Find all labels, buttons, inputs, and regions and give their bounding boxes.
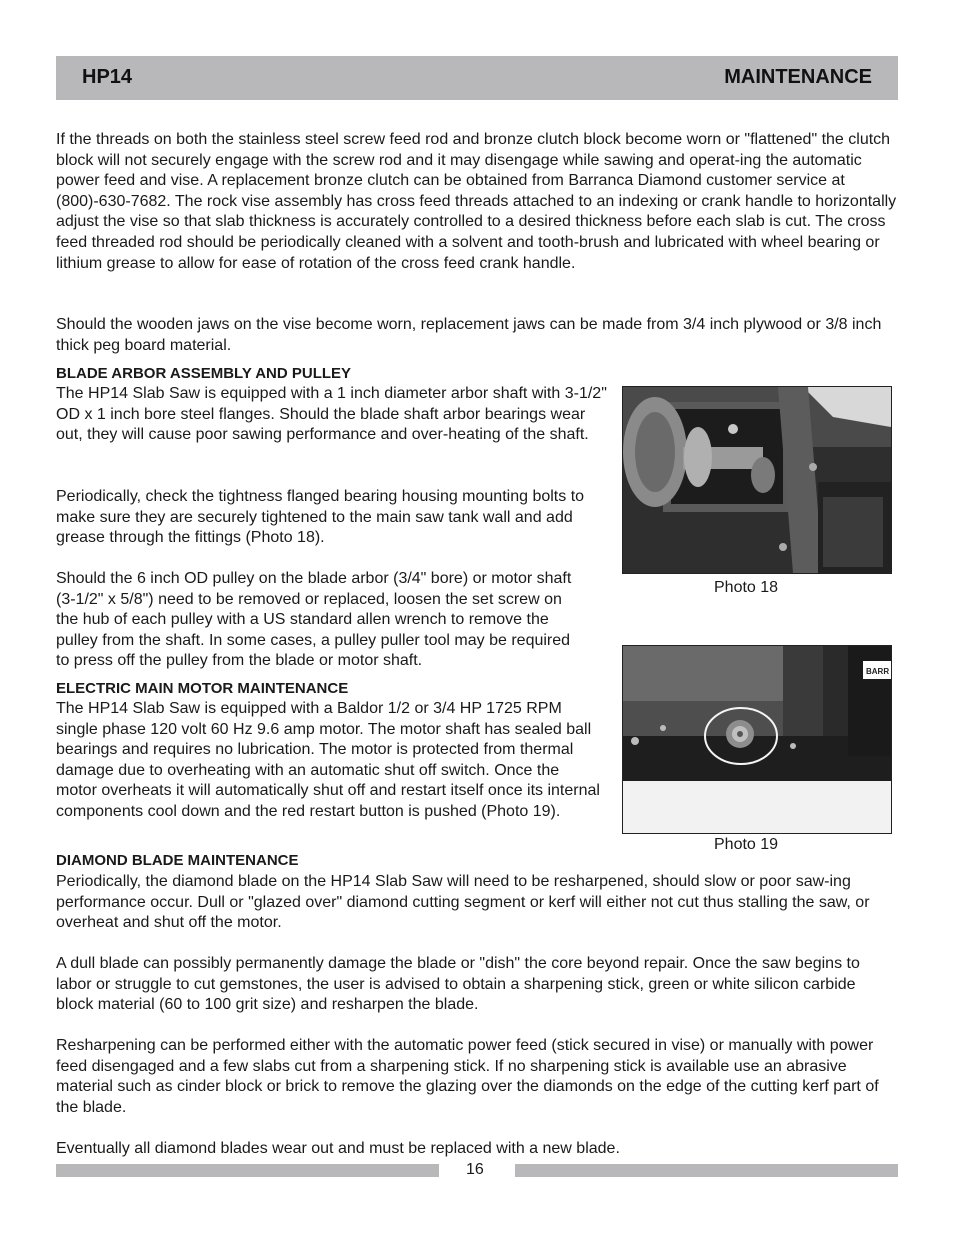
diamond-blade-p2: A dull blade can possibly permanently damage the blade or "dish" the core beyond repair. Once the saw begins to labor or struggle to cut gemstones, the user is advised to obtain a sharpening stick, green or white silicon carbide block material (60 to 100 grit size) and resharpen the blade. xyxy=(56,955,860,1014)
section-title: MAINTENANCE xyxy=(724,66,872,88)
blade-arbor-p2: Periodically, check the tightness flanged bearing housing mounting bolts to make sure they are securely tightened to the main saw tank wall and add grease through the fittings (Photo 18). xyxy=(56,488,585,547)
diamond-blade-p1: Periodically, the diamond blade on the HP14 Slab Saw will need to be resharpened, should slow or poor saw-ing performance occur. Dull or "glazed over" diamond cutting segment or kerf will either not cut thus stalling the saw, or overheat and shut off the motor. xyxy=(56,873,870,932)
photo-18-caption: Photo 18 xyxy=(714,579,779,596)
arbor-bearing-image xyxy=(623,387,891,573)
diamond-blade-heading: DIAMOND BLADE MAINTENANCE xyxy=(56,852,299,869)
photo-18 xyxy=(622,386,892,574)
blade-arbor-p3: Should the 6 inch OD pulley on the blade arbor (3/4" bore) or motor shaft (3-1/2" x 5/8") need to be removed or replaced, loosen the set screw on the hub of each pulley with a US standard allen wrench to remove the pulley from the shaft. In some cases, a pulley puller tool may be required to press off the pulley from the blade or motor shaft. xyxy=(56,570,572,670)
diamond-blade-p4: Eventually all diamond blades wear out and must be replaced with a new blade. xyxy=(56,1140,620,1157)
intro-paragraph: If the threads on both the stainless steel screw feed rod and bronze clutch block become worn or "flattened" the clutch block will not securely engage with the screw rod and it may disengage while sawing and operat-ing the automatic power feed and vise. A replacement bronze clutch can be obtained from Barranca Diamond customer service at (800)-630-7682. The rock vise assembly has cross feed threads attached to an indexing or crank handle to horizontally adjust the vise so that slab thickness is accurately controlled to a desired thickness before each slab is cut. The cross feed threaded rod should be periodically cleaned with a solvent and tooth-brush and lubricated with wheel bearing or lithium grease to allow for ease of rotation of the cross feed crank handle. xyxy=(56,131,897,272)
photo-19-caption: Photo 19 xyxy=(714,836,779,853)
electric-motor-p1: The HP14 Slab Saw is equipped with a Baldor 1/2 or 3/4 HP 1725 RPM single phase 120 volt 60 Hz 9.6 amp motor. The motor shaft has sealed ball bearings and requires no lubrication. The motor is protected from thermal damage due to overheating with an automatic shut off switch. Once the motor overheats it will automatically shut off and restart itself once its internal components cool down and the red restart button is pushed (Photo 19). xyxy=(56,700,600,820)
blade-arbor-heading: BLADE ARBOR ASSEMBLY AND PULLEY xyxy=(56,365,352,382)
photo-19 xyxy=(622,645,892,834)
footer-bar-right xyxy=(515,1164,898,1177)
motor-restart-image xyxy=(623,646,891,833)
model-title: HP14 xyxy=(82,66,133,88)
footer-bar-left xyxy=(56,1164,439,1177)
wooden-jaws-paragraph: Should the wooden jaws on the vise become worn, replacement jaws can be made from 3/4 inch plywood or 3/8 inch thick peg board material. xyxy=(56,316,882,354)
electric-motor-heading: ELECTRIC MAIN MOTOR MAINTENANCE xyxy=(56,680,349,697)
page-number: 16 xyxy=(466,1161,484,1178)
page-header xyxy=(56,56,898,100)
motor-brand-label: BARR xyxy=(866,667,890,676)
diamond-blade-p3: Resharpening can be performed either with the automatic power feed (stick secured in vise) or manually with power feed disengaged and a few slabs cut from a sharpening stick. If no sharpening stick is available use an abrasive material such as cinder block or brick to remove the glazing over the diamonds on the edge of the cutting kerf part of the blade. xyxy=(56,1037,879,1116)
blade-arbor-p1: The HP14 Slab Saw is equipped with a 1 inch diameter arbor shaft with 3-1/2" OD x 1 inch bore steel flanges. Should the blade shaft arbor bearings wear out, they will cause poor sawing performance and over-heating of the shaft. xyxy=(56,385,607,444)
